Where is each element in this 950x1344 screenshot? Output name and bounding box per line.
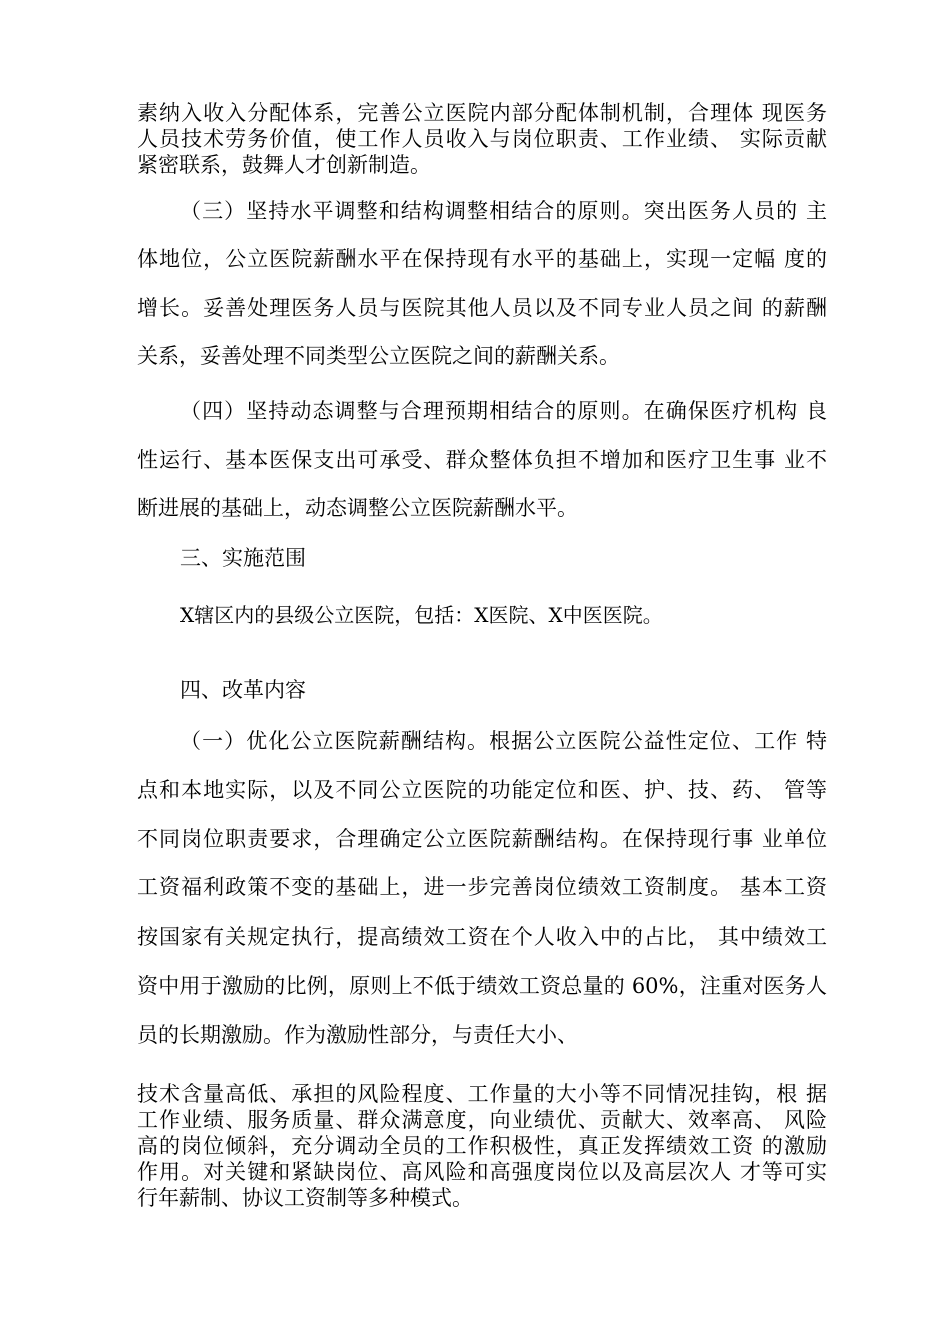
text-line: 体地位，公立医院薪酬水平在保持现有水平的基础上，实现一定幅 度的 xyxy=(137,247,827,271)
text-line: 紧密联系，鼓舞人才创新制造。 xyxy=(137,153,431,177)
text-line: 断进展的基础上，动态调整公立医院薪酬水平。 xyxy=(137,496,578,520)
text-line: （四）坚持动态调整与合理预期相结合的原则。在确保医疗机构 良 xyxy=(180,399,827,423)
text-line: 员的长期激励。作为激励性部分，与责任大小、 xyxy=(137,1023,578,1047)
text-line: 点和本地实际，以及不同公立医院的功能定位和医、护、技、药、 管等 xyxy=(137,778,827,802)
text-line: （三）坚持水平调整和结构调整相结合的原则。突出医务人员的 主 xyxy=(180,199,827,223)
text-line: 工资福利政策不变的基础上，进一步完善岗位绩效工资制度。 基本工资 xyxy=(137,875,827,899)
text-line: 高的岗位倾斜，充分调动全员的工作积极性，真正发挥绩效工资 的激励 xyxy=(137,1134,827,1158)
text-line: 人员技术劳务价值，使工作人员收入与岗位职责、工作业绩、 实际贡献 xyxy=(137,127,827,151)
text-line: 不同岗位职责要求，合理确定公立医院薪酬结构。在保持现行事 业单位 xyxy=(137,827,827,851)
text-line: 按国家有关规定执行，提高绩效工资在个人收入中的占比， 其中绩效工 xyxy=(137,925,827,949)
text-line: （一）优化公立医院薪酬结构。根据公立医院公益性定位、工作 特 xyxy=(180,729,827,753)
text-line: 作用。对关键和紧缺岗位、高风险和高强度岗位以及高层次人 才等可实 xyxy=(137,1160,827,1184)
text-line: 性运行、基本医保支出可承受、群众整体负担不增加和医疗卫生事 业不 xyxy=(137,448,827,472)
text-line: 工作业绩、服务质量、群众满意度，向业绩优、贡献大、效率高、 风险 xyxy=(137,1108,827,1132)
text-line: 素纳入收入分配体系，完善公立医院内部分配体制机制，合理体 现医务 xyxy=(137,101,827,125)
text-line: 行年薪制、协议工资制等多种模式。 xyxy=(137,1186,473,1210)
section-heading: 三、实施范围 xyxy=(180,546,306,570)
text-line: X辖区内的县级公立医院，包括：X医院、X中医医院。 xyxy=(180,603,663,627)
text-line: 关系，妥善处理不同类型公立医院之间的薪酬关系。 xyxy=(137,344,620,368)
section-heading: 四、改革内容 xyxy=(180,678,306,702)
text-line: 增长。妥善处理医务人员与医院其他人员以及不同专业人员之间 的薪酬 xyxy=(137,296,827,320)
text-line: 资中用于激励的比例，原则上不低于绩效工资总量的 60%，注重对医务人 xyxy=(137,974,827,998)
text-line: 技术含量高低、承担的风险程度、工作量的大小等不同情况挂钩，根 据 xyxy=(137,1082,827,1106)
